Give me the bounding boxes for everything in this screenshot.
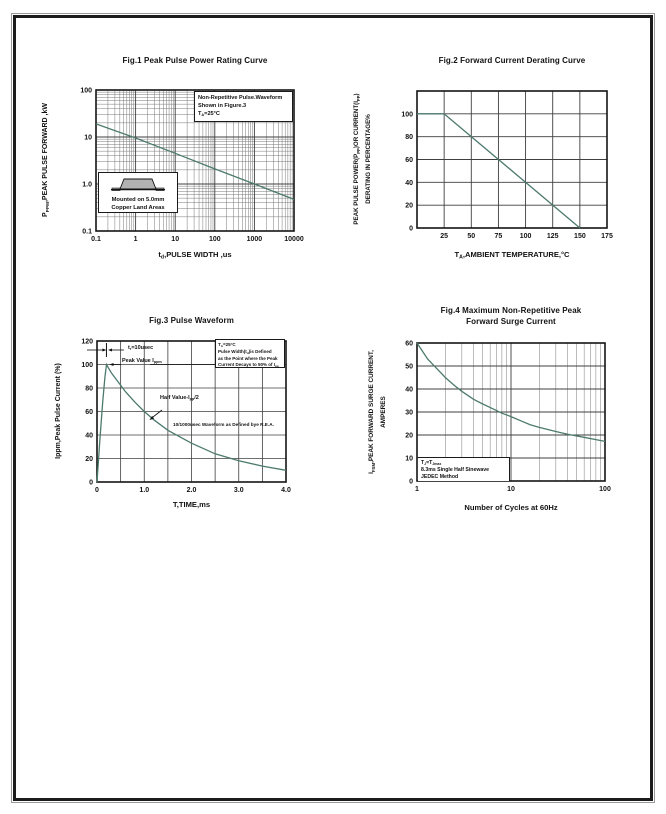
svg-text:10000: 10000: [284, 236, 304, 243]
note-line: Current Decays to 50% of Ipp: [218, 361, 279, 368]
note-line: Non-Repetitive Pulse.Waveform: [198, 95, 283, 101]
figure2-y-axis-label-line1: PEAK PULSE $POWER(P_{PP})OR$ $CURRENT(I_{PP})$: [353, 93, 362, 225]
svg-text:1.0: 1.0: [82, 181, 92, 189]
smd-package-icon: [110, 176, 166, 193]
figure3-pulse-waveform-chart: [36, 300, 336, 525]
figure3-note-box: [215, 339, 285, 368]
figure1-peak-pulse-power-chart: [36, 48, 336, 263]
mount-line: Copper Land Areas: [111, 205, 165, 212]
svg-text:10: 10: [507, 486, 515, 493]
svg-text:20: 20: [405, 432, 413, 440]
svg-text:60: 60: [85, 409, 93, 416]
svg-text:125: 125: [546, 233, 559, 240]
note-line: JEDEC Method: [421, 474, 459, 481]
figure3-y-axis-label: Ippm,Peak Pulse Current (%): [55, 363, 62, 459]
svg-text:10: 10: [84, 134, 92, 142]
figure2-x-axis-label: TA,AMBIENT TEMPERATURE,°C: [454, 250, 570, 261]
figure2-y-axis-label-line2: DERATING IN PERCENTAGE%: [365, 114, 372, 204]
svg-text:40: 40: [405, 386, 413, 394]
svg-text:0.1: 0.1: [82, 228, 92, 236]
svg-text:50: 50: [467, 233, 476, 240]
svg-text:0: 0: [409, 225, 413, 233]
svg-text:10: 10: [405, 455, 413, 463]
figure4-title-line2: Forward Surge Current: [466, 317, 556, 326]
svg-text:75: 75: [494, 233, 503, 240]
figure3-tr-annotation: tr=10usec: [128, 345, 154, 351]
figure3-waveform-annotation: 10/1000usec Waveform as Defined bye R.E.A.: [173, 422, 274, 427]
figure3-half-value-annotation: Half Value-Ipp/2: [160, 395, 199, 401]
svg-text:1.0: 1.0: [139, 487, 150, 494]
mount-line: Mounted on 5.0mm: [111, 197, 165, 204]
figure1-x-axis-label: td,PULSE WIDTH ,us: [158, 250, 232, 261]
figure3-x-axis-label: T,TIME,ms: [172, 500, 211, 509]
svg-text:100: 100: [519, 233, 532, 240]
svg-text:20: 20: [405, 202, 413, 210]
svg-text:1: 1: [133, 236, 138, 243]
figure4-y-axis-label-line2: AMPERES: [380, 396, 387, 428]
svg-text:100: 100: [599, 486, 611, 493]
svg-text:100: 100: [80, 87, 92, 95]
note-line: 8.3ms Single Half Sinewave: [421, 467, 490, 474]
svg-text:20: 20: [85, 456, 93, 463]
svg-text:10: 10: [171, 236, 180, 243]
svg-text:100: 100: [81, 362, 93, 369]
figure2-derating-chart: [346, 48, 646, 263]
svg-text:2.0: 2.0: [186, 487, 197, 494]
figure4-note-box: [418, 457, 510, 481]
figure3-title: Fig.3 Pulse Waveform: [149, 316, 234, 325]
svg-text:40: 40: [85, 432, 93, 440]
svg-text:100: 100: [208, 236, 221, 243]
figure2-title: Fig.2 Forward Current Derating Curve: [438, 56, 586, 65]
svg-text:0: 0: [409, 478, 413, 486]
svg-text:60: 60: [405, 157, 413, 164]
note-line: $T_A=25^\circ C$: [198, 111, 220, 118]
figure4-y-axis-label-line1: $I_{FSM},PEAK$ FORWARD SURGE CURRENT,: [368, 350, 377, 474]
svg-text:3.0: 3.0: [233, 487, 244, 494]
figure1-note-box: [194, 91, 293, 122]
svg-text:1: 1: [415, 486, 419, 493]
note-line: TA=25°C: [218, 342, 236, 348]
note-line: as the Point where the Peak: [218, 355, 278, 361]
plot-fig2: [401, 91, 613, 240]
svg-text:120: 120: [81, 338, 93, 346]
figure4-x-axis-label: Number of Cycles at 60Hz: [464, 503, 558, 512]
note-line: $T_J=T_{Jmax}$: [421, 460, 442, 467]
svg-text:30: 30: [405, 409, 413, 417]
figure4-title-line1: Fig.4 Maximum Non-Repetitive Peak: [440, 306, 582, 315]
svg-text:0.1: 0.1: [91, 236, 101, 243]
svg-text:0: 0: [89, 479, 93, 487]
figure4-surge-current-chart: [346, 300, 646, 525]
figure3-peak-value-annotation: Peak Value Ippm: [122, 358, 162, 364]
svg-text:150: 150: [574, 233, 586, 240]
svg-text:1000: 1000: [246, 236, 263, 243]
svg-text:25: 25: [440, 233, 448, 240]
svg-text:50: 50: [405, 363, 413, 371]
figure1-title: Fig.1 Peak Pulse Power Rating Curve: [122, 56, 268, 65]
figure1-y-axis-label: $P_{PPM},PEAK$ PULSE FORWARD ,kW: [42, 103, 52, 218]
svg-text:80: 80: [85, 385, 93, 393]
svg-text:4.0: 4.0: [281, 487, 291, 494]
svg-text:80: 80: [405, 134, 413, 142]
note-line: Shown in Figure.3: [198, 103, 247, 110]
svg-text:60: 60: [405, 340, 413, 348]
svg-text:175: 175: [601, 233, 613, 240]
svg-text:0: 0: [95, 487, 99, 494]
figure1-mounting-box: [98, 172, 178, 213]
svg-text:100: 100: [401, 111, 413, 119]
note-line: Pulse Width(td)is Defined: [218, 348, 272, 355]
svg-text:40: 40: [405, 179, 413, 187]
